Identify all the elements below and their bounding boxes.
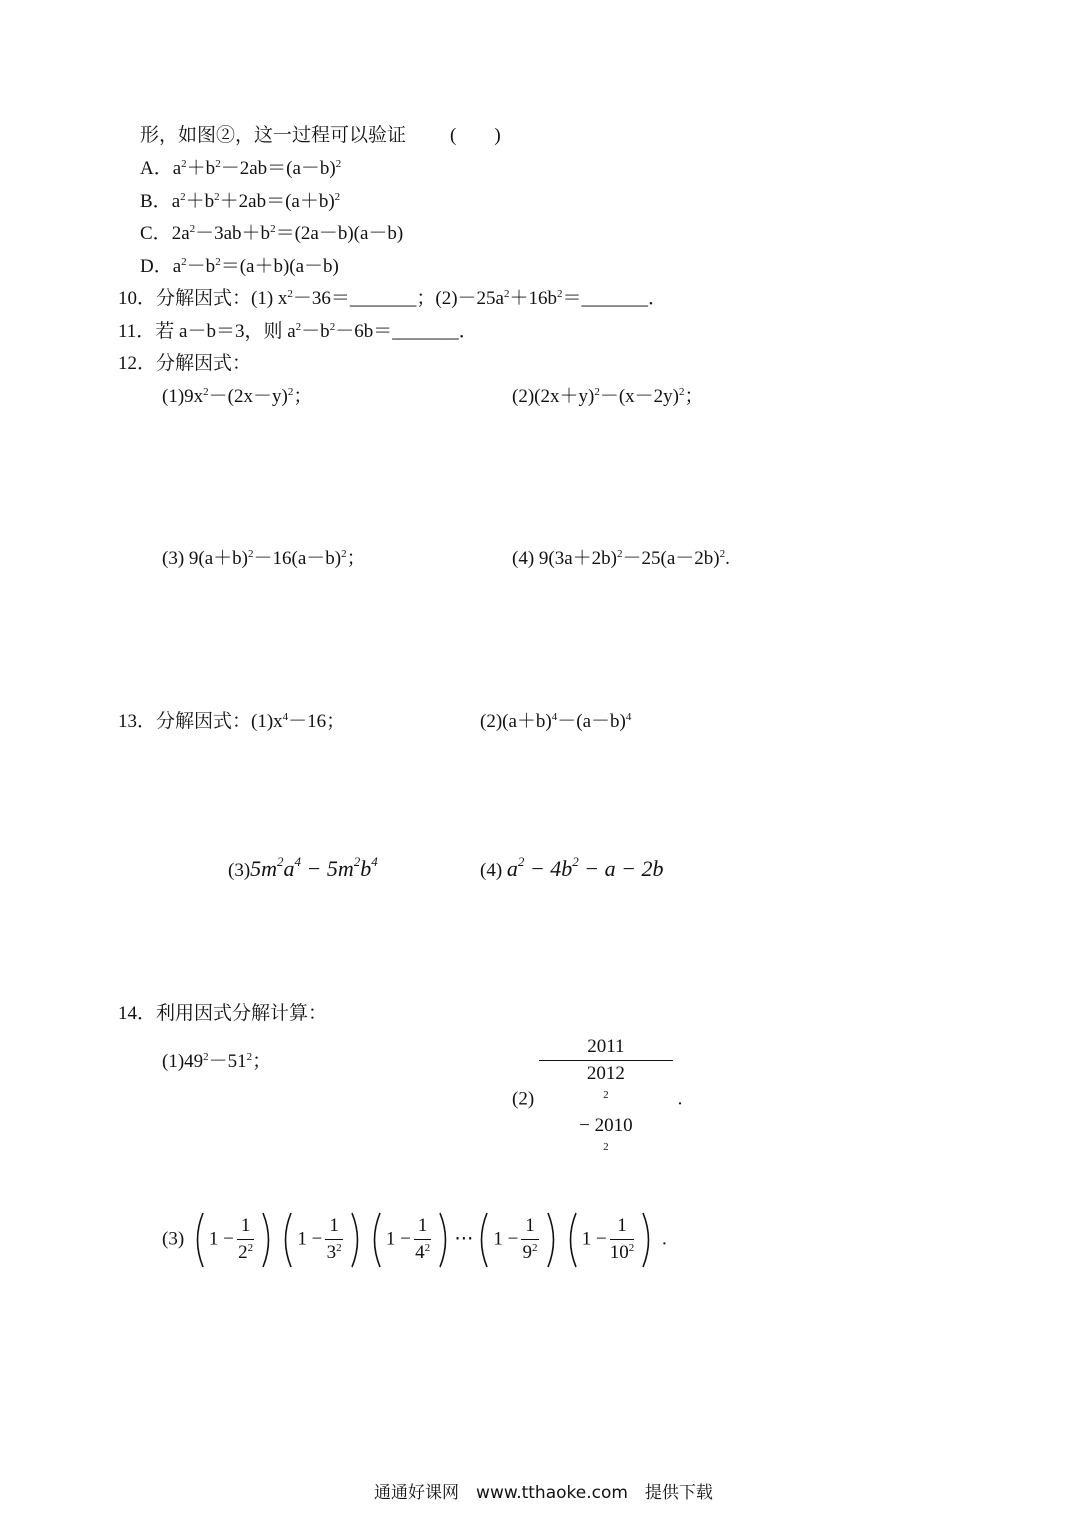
ellipsis: ⋯ — [454, 1228, 474, 1250]
footer-source: 通通好课网 www.tthaoke.com 提供下载 — [374, 1483, 713, 1503]
left-paren — [277, 1211, 297, 1269]
right-paren — [257, 1211, 277, 1269]
factor-fraction: $\frac{1}{3^2}$ — [326, 1215, 342, 1264]
question-13-part-4: (4) $a^2 - 4b^2 - a - 2b$ — [480, 854, 664, 881]
question-13-part-2: $(2)(a+b)^4-(a-b)^4$ — [480, 711, 632, 732]
q9-stem: 形，如图②，这一过程可以验证 ( ) — [140, 125, 501, 146]
period: . — [657, 1228, 667, 1250]
answer-bracket: ( ) — [450, 125, 501, 146]
factor-fraction: $\frac{1}{10^2}$ — [609, 1215, 635, 1264]
option-a: A．$a^2+b^2-2ab=(a-b)^2$ — [140, 158, 342, 179]
question-12-part-1: $(1)9x^2-(2x-y)^2$； — [162, 386, 313, 407]
option-c: C．$2a^2-3ab+b^2=(2a-b)(a-b)$ — [140, 223, 404, 244]
factor-one-minus: 1 − — [208, 1228, 234, 1250]
question-12-part-3: (3) $9(a+b)^2-16(a-b)^2$； — [162, 548, 366, 569]
left-paren — [473, 1211, 493, 1269]
right-paren — [434, 1211, 454, 1269]
question-11: 11．若 a－b＝3，则 $a^2-b^2-6b=\_\_\_\_\_\_\_$． — [118, 321, 478, 342]
factor-one-minus: 1 − — [493, 1228, 519, 1250]
left-paren — [366, 1211, 386, 1269]
right-paren — [346, 1211, 366, 1269]
option-b: B．$a^2+b^2+2ab=(a+b)^2$ — [140, 191, 341, 212]
right-paren — [542, 1211, 562, 1269]
right-paren — [637, 1211, 657, 1269]
factor-one-minus: 1 − — [297, 1228, 323, 1250]
left-paren — [562, 1211, 582, 1269]
question-14-part-1: $(1)49^2-51^2$； — [162, 1051, 272, 1072]
factor-fraction: $\frac{1}{9^2}$ — [522, 1215, 538, 1264]
factor-one-minus: 1 − — [385, 1228, 411, 1250]
question-13-part-3: $(3)5m^2a^4 - 5m^2b^4$ — [228, 854, 378, 881]
question-14-title: 14．利用因式分解计算： — [118, 1003, 328, 1024]
factor-one-minus: 1 − — [581, 1228, 607, 1250]
question-12-part-2: $(2)(2x+y)^2-(x-2y)^2$； — [512, 386, 704, 407]
fraction: 2011 2012 $^2$ − 2010 $^2$ — [539, 1034, 673, 1165]
factor-fraction: $\frac{1}{4^2}$ — [415, 1215, 431, 1264]
factor-fraction: $\frac{1}{2^2}$ — [238, 1215, 254, 1264]
question-12-part-4: (4) $9(3a+2b)^2-25(a-2b)^2$. — [512, 548, 730, 569]
question-14-part-2: (2) 2011 2012 $^2$ − 2010 $^2$ . — [512, 1034, 682, 1165]
question-12-title: 12．分解因式： — [118, 353, 252, 374]
question-10: 10．分解因式：(1) $x^2-36=\_\_\_\_\_\_\_$；$(2)-25a^2+16b^2=\_\_\_\_\_\_\_$． — [118, 288, 668, 309]
question-14-part-3: (3) 1 − $\frac{1}{2^2}$ 1 − $\frac{1}{3^2}$ 1 − $\frac{1}{4^2}$ ⋯ 1 − $\frac{1}{9^2}$ 1 − $\frac{1}{10^2}$ . — [162, 1208, 667, 1270]
left-paren — [189, 1211, 209, 1269]
option-d: D．$a^2-b^2=(a+b)(a-b)$ — [140, 256, 339, 277]
question-13-title: 13．分解因式：$(1)x^4-16$； — [118, 711, 346, 732]
